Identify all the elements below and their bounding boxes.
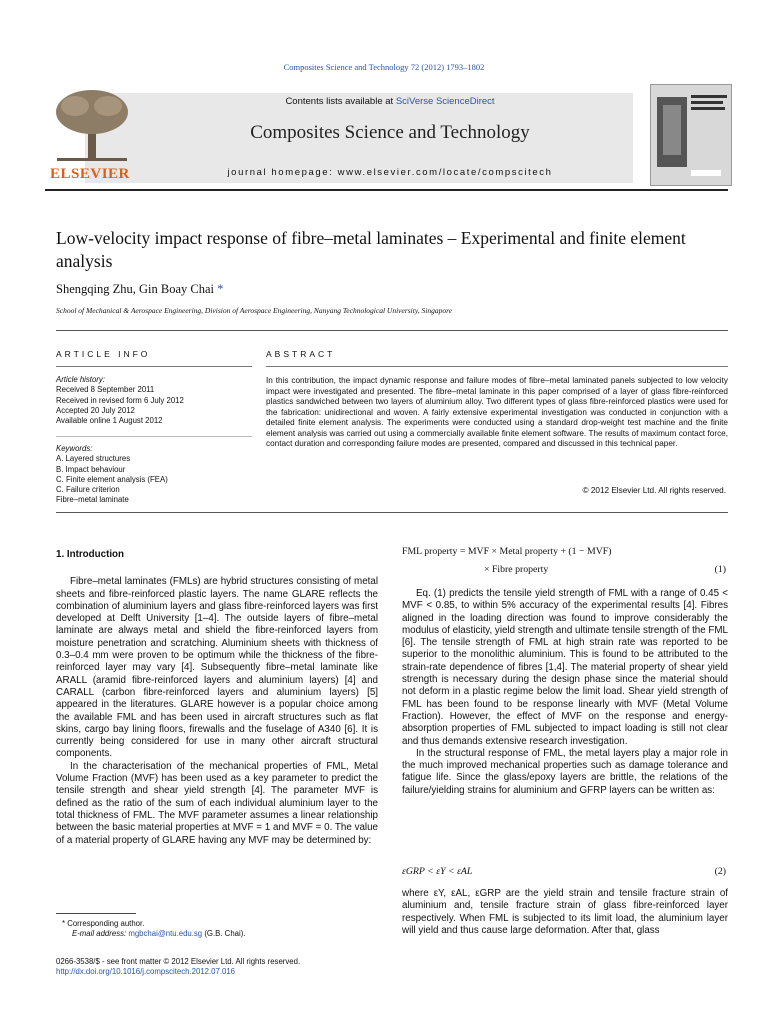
keyword-item: Fibre–metal laminate bbox=[56, 495, 129, 505]
history-item: Accepted 20 July 2012 bbox=[56, 405, 135, 415]
paragraph: Eq. (1) predicts the tensile yield strength of FML with a range of 0.45 < MVF < 0.85, to within 5% accuracy of the experimental results [4]. Fibres aligned in the loading direction was found to improve considerably the modulus of elasticity, yield strength and ultimate tensile strength of the FML [6]. The tensile strength of FML at high strain rate was reported to be superior to the monolithic aluminium. This is found to be attributed to the strain-rate dependence of fibres [1,4]. The material property of shear yield strength is necessary during the design phase since the material should not deform in a plastic regime below the limit load. Shear yield strength of FML has been found to be response linearly with MVF (Metal Volume Fraction). However, the effect of MVF on the response and energy-absorption properties of FML subjected to impact loading is still not clear and thus demands extensive research investigation. bbox=[402, 588, 728, 747]
keywords bbox=[56, 444, 256, 506]
right-column bbox=[402, 588, 728, 797]
paper-title: Low-velocity impact response of fibre–metal laminates – Experimental and finite element analysis bbox=[56, 228, 686, 271]
keywords-label: Keywords: bbox=[56, 444, 93, 453]
paragraph: In the characterisation of the mechanical properties of FML, Metal Volume Fraction (MVF) has been used as a key parameter to predict the tensile strength and shear yield strength [4]. The parameter MVF is defined as the ratio of the sum of each individual aluminium layer to the total thickness of FML. The MVF parameter assumes a linear relationship between the basic material properties at MVF = 1 and MVF = 0. The value of a material property of GLARE having any MVF may be determined by: bbox=[56, 760, 378, 846]
affiliation: School of Mechanical & Aerospace Engineering, Division of Aerospace Engineering, Nanyang Technological University, Singapore bbox=[56, 306, 453, 315]
contents-line bbox=[150, 96, 630, 107]
email-link[interactable]: mgbchai@ntu.edu.sg bbox=[128, 929, 203, 939]
paragraph: where εY, εAL, εGRP are the yield strain and tensile fracture strain of aluminium and, tensile fracture strain of glass fibre-reinforced layer respectively. When FML is subjected to its limit load, the aluminium layer will yield and thus cause large deformation. After that, glass bbox=[402, 888, 728, 936]
paragraph: Fibre–metal laminates (FMLs) are hybrid structures consisting of metal sheets and fibre-reinforced plastic layers. The name GLARE reflects the combination of aluminium layers and glass fibre-reinforced layers was first developed at Delft University [1–4]. The outside layers of fibre–metal laminate are always metal and shield the fibre-reinforced layers from moisture penetration and scratching. Aluminium sheets with thickness of 0.3–0.4 mm were proven to be optimum while the thickness of the fibre-reinforced layer may vary [4]. Subsequently fibre–metal laminate like ARALL (aramid fibre-reinforced layers and aluminium layers) [4] and CARALL (carbon fibre-reinforced layers and aluminium layers) [5] appeared in the literatures. GLARE however is a popular choice among the available FML and has been used in aircraft structures such as flat skins, cargo bay lining floors, firewalls and the fuselage of A340 [6]. It is currently being considered for use in many other aircraft structural components. bbox=[56, 576, 378, 760]
contents-prefix: Contents lists available at bbox=[285, 96, 396, 107]
equation-text: × Fibre property bbox=[484, 564, 549, 575]
article-history bbox=[56, 375, 256, 426]
header-rule bbox=[45, 189, 728, 191]
equation-line: FML property = MVF × Metal property + (1 − MVF) bbox=[402, 546, 612, 557]
history-label: Article history: bbox=[56, 375, 105, 384]
email-label: E-mail address: bbox=[72, 929, 129, 939]
doi-link[interactable]: http://dx.doi.org/10.1016/j.compscitech.2012.07.016 bbox=[56, 967, 236, 977]
footnote bbox=[62, 919, 382, 940]
history-item: Available online 1 August 2012 bbox=[56, 416, 163, 426]
article-info-heading: ARTICLE INFO bbox=[56, 349, 151, 359]
equation-2 bbox=[402, 866, 728, 877]
equation-number: (1) bbox=[714, 564, 726, 575]
corresponding-author-mark[interactable]: * bbox=[217, 282, 224, 296]
history-item: Received 8 September 2011 bbox=[56, 385, 155, 395]
issn-line: 0266-3538/$ - see front matter © 2012 Elsevier Ltd. All rights reserved. bbox=[56, 957, 301, 966]
equation-text: εGRP < εY < εAL bbox=[402, 866, 473, 877]
journal-cover-image bbox=[650, 84, 732, 186]
keyword-item: B. Impact behaviour bbox=[56, 464, 126, 474]
divider bbox=[56, 436, 252, 437]
corresponding-author-note: * Corresponding author. bbox=[62, 919, 145, 928]
keyword-item: C. Finite element analysis (FEA) bbox=[56, 474, 168, 484]
email-line bbox=[62, 929, 382, 939]
left-column bbox=[56, 549, 378, 847]
journal-citation[interactable]: Composites Science and Technology 72 (2012) 1793–1802 bbox=[283, 62, 485, 72]
divider bbox=[56, 512, 728, 513]
keyword-item: A. Layered structures bbox=[56, 454, 131, 464]
abstract-heading: ABSTRACT bbox=[266, 349, 336, 359]
equation-number: (2) bbox=[714, 866, 726, 877]
abstract-text: In this contribution, the impact dynamic response and failure modes of fibre–metal laminated panels subjected to low velocity impact were investigated and presented. The fibre–metal laminate in this paper comprised of a layer of glass fibre-reinforced plastics sandwiched between two layers of aluminium alloy. Two different types of glass fibre-reinforced plastics were used for the fabrication: unidirectional and woven. A fairly extensive experimental investigation was conducted in conjunction with a detailed finite element analysis. The experiments were conducted using a standard drop-weight test machine and the finite element analysis was carried out using a commercially available finite element software. The results of maximum contact force, contact duration and corresponding failure modes are presented, compared and discussed in this technical paper. bbox=[266, 376, 728, 448]
sciencedirect-link[interactable]: SciVerse ScienceDirect bbox=[395, 96, 495, 107]
keyword-item: C. Failure criterion bbox=[56, 485, 120, 495]
authors bbox=[56, 282, 223, 297]
section-heading: 1. Introduction bbox=[56, 549, 125, 560]
paragraph: In the structural response of FML, the metal layers play a major role in the much improved mechanical properties such as damage tolerance and fatigue life. Since the glass/epoxy layers are brittle, the relations of the failure/yielding strains for aluminium and GFRP layers can be written as: bbox=[402, 747, 728, 796]
divider bbox=[56, 366, 252, 367]
elsevier-wordmark: ELSEVIER bbox=[50, 166, 130, 182]
page-footer bbox=[56, 957, 456, 978]
footnote-rule bbox=[56, 913, 136, 914]
divider bbox=[266, 366, 728, 367]
divider bbox=[56, 330, 728, 331]
journal-homepage[interactable]: journal homepage: www.elsevier.com/locate/compscitech bbox=[227, 167, 553, 178]
equation-line-2 bbox=[402, 564, 728, 578]
journal-title: Composites Science and Technology bbox=[250, 122, 530, 143]
right-column-end bbox=[402, 888, 728, 937]
email-suffix: (G.B. Chai). bbox=[202, 929, 246, 939]
author-names: Shengqing Zhu, Gin Boay Chai bbox=[56, 282, 214, 296]
history-item: Received in revised form 6 July 2012 bbox=[56, 395, 184, 405]
abstract-copyright: © 2012 Elsevier Ltd. All rights reserved. bbox=[582, 486, 726, 495]
equation-1 bbox=[402, 546, 728, 578]
